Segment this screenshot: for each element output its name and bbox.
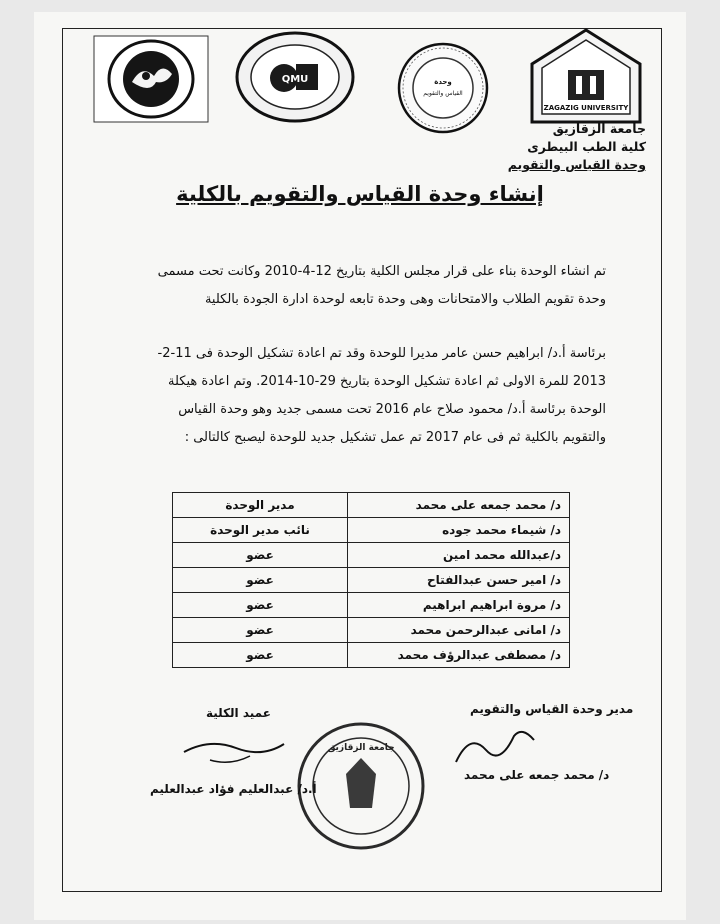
- document-title: إنشاء وحدة القياس والتقويم بالكلية: [176, 182, 544, 206]
- member-role: عضو: [173, 618, 348, 643]
- table-row: [173, 543, 570, 568]
- table-row: [173, 568, 570, 593]
- unit-director-name: د/ محمد جمعه على محمد: [464, 768, 610, 782]
- table-row: [173, 643, 570, 668]
- paragraph-1-line-2: وحدة تقويم الطلاب والامتحانات وهى وحدة تابعه لوحدة ادارة الجودة بالكلية: [204, 292, 606, 307]
- unit-name: وحدة القياس والتقويم: [507, 157, 646, 172]
- paragraph-2-line-3: الوحدة برئاسة أ.د/ محمود صلاح عام 2016 تحت مسمى جديد وهو وحدة القياس: [178, 402, 606, 417]
- institution-header: [496, 120, 646, 174]
- university-logo-caption: ZAGAZIG UNIVERSITY: [543, 104, 629, 112]
- director-signature: [450, 722, 540, 772]
- member-name: د/ مروة ابراهيم ابراهيم: [348, 593, 570, 618]
- unit-director-title: مدير وحدة القياس والتقويم: [470, 702, 634, 716]
- dean-title: عميد الكلية: [206, 706, 271, 720]
- qmu-initials: QMU: [281, 74, 309, 85]
- svg-text:وحدة: وحدة: [434, 78, 452, 86]
- table-row: [173, 493, 570, 518]
- table-row: [173, 593, 570, 618]
- table-row: [173, 618, 570, 643]
- member-name: د/ محمد جمعه على محمد: [348, 493, 570, 518]
- quality-management-unit-logo: [234, 30, 356, 124]
- paragraph-2-line-1: برئاسة أ.د/ ابراهيم حسن عامر مديرا للوحدة وقد تم اعادة تشكيل الوحدة فى 11-2-: [157, 346, 606, 361]
- paragraph-2-line-4: والتقويم بالكلية ثم فى عام 2017 تم عمل تشكيل جديد للوحدة ليصبح كالتالى :: [184, 430, 606, 445]
- university-name: جامعة الزقازيق: [552, 121, 646, 136]
- member-name: د/ امانى عبدالرحمن محمد: [348, 618, 570, 643]
- stamp-text: جامعة الزقازيق: [327, 743, 395, 753]
- member-name: د/ مصطفى عبدالرؤف محمد: [348, 643, 570, 668]
- table-row: [173, 518, 570, 543]
- member-role: عضو: [173, 643, 348, 668]
- faculty-veterinary-logo: [384, 40, 502, 136]
- member-name: د/ امير حسن عبدالفتاح: [348, 568, 570, 593]
- dean-name: أ.د/ عبدالعليم فؤاد عبدالعليم: [150, 782, 317, 796]
- member-role: عضو: [173, 568, 348, 593]
- veterinary-association-logo: [92, 34, 210, 124]
- faculty-name: كلية الطب البيطرى: [527, 139, 646, 154]
- member-role: عضو: [173, 593, 348, 618]
- svg-text:القياس والتقويم: القياس والتقويم: [423, 90, 463, 97]
- member-name: د/ شيماء محمد جوده: [348, 518, 570, 543]
- members-table: [172, 492, 570, 668]
- member-role: عضو: [173, 543, 348, 568]
- zagazig-university-logo: [528, 26, 644, 126]
- member-role: نائب مدير الوحدة: [173, 518, 348, 543]
- member-role: مدير الوحدة: [173, 493, 348, 518]
- member-name: د/عبدالله محمد امين: [348, 543, 570, 568]
- paragraph-2-line-2: 2013 للمرة الاولى ثم اعادة تشكيل الوحدة بتاريخ 29-10-2014. وتم اعادة هيكلة: [168, 374, 606, 389]
- dean-signature: [180, 730, 290, 770]
- paragraph-1-line-1: تم انشاء الوحدة بناء على قرار مجلس الكلية بتاريخ 12-4-2010 وكانت تحت مسمى: [157, 264, 606, 279]
